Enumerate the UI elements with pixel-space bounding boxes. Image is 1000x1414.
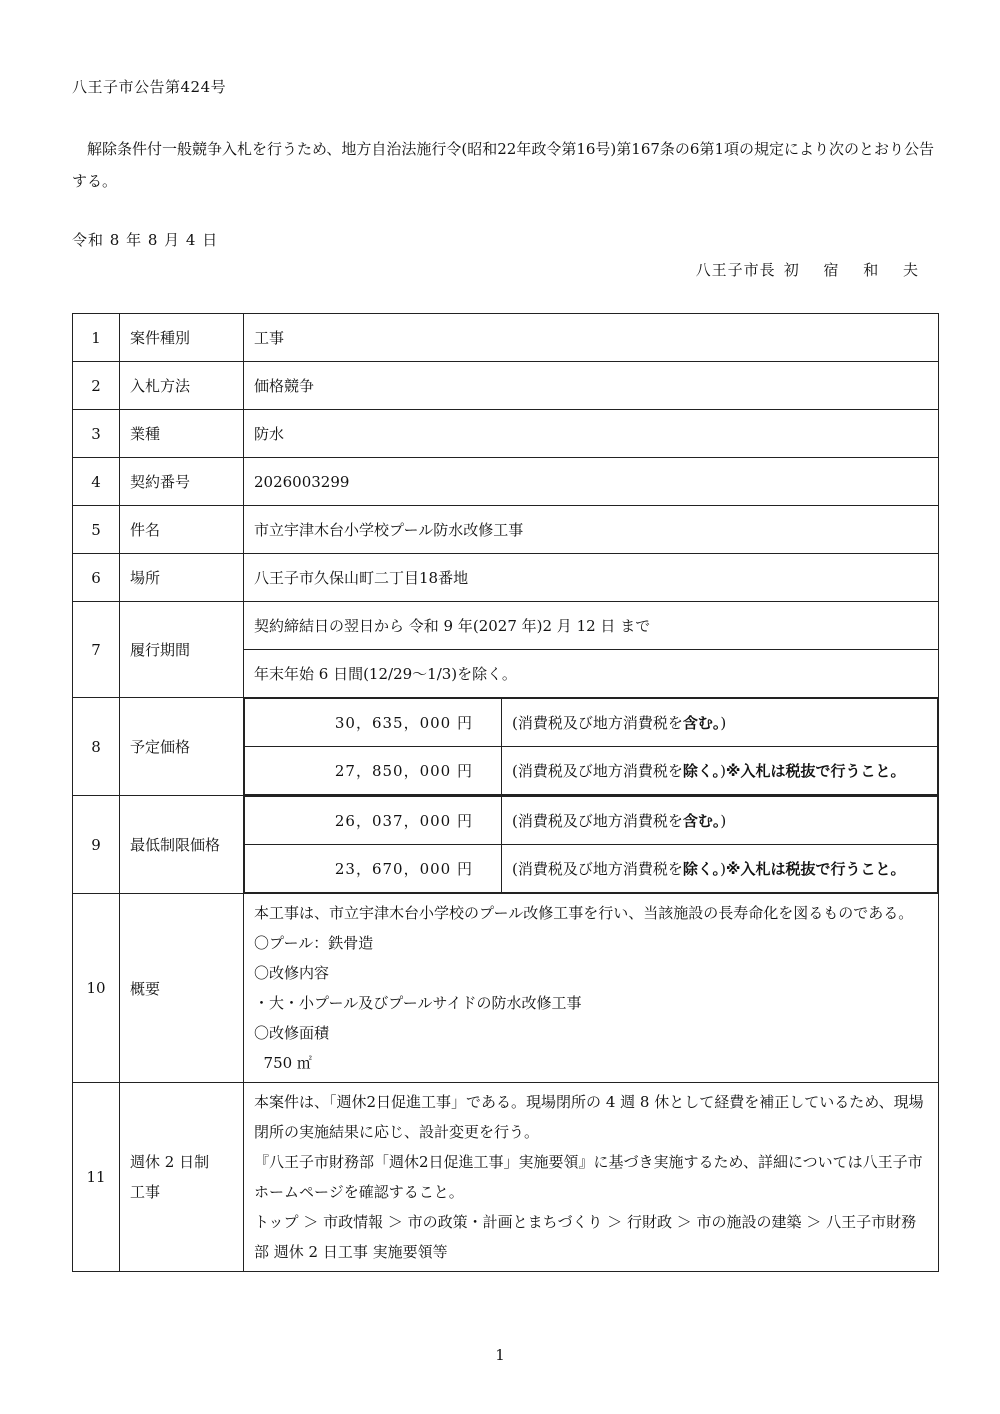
- row-number: 1: [73, 314, 120, 362]
- price-note: (消費税及び地方消費税を含む。): [502, 699, 938, 747]
- signer-name: 初 宿 和 夫: [783, 261, 928, 279]
- row-label: 週休 2 日制 工事: [120, 1083, 244, 1272]
- row-number: 6: [73, 554, 120, 602]
- row-label: 案件種別: [120, 314, 244, 362]
- row-label: 予定価格: [120, 698, 244, 796]
- row-value: [244, 796, 939, 894]
- price-amount: 27，850，000 円: [245, 747, 502, 795]
- table-row: [73, 894, 939, 1083]
- row-label: 入札方法: [120, 362, 244, 410]
- overview-line: 〇改修面積: [254, 1024, 330, 1042]
- row-number: 10: [73, 894, 120, 1083]
- price-note: (消費税及び地方消費税を除く。)※入札は税抜で行うこと。: [502, 845, 938, 893]
- weekly-holiday-line: 『八王子市財務部「週休2日促進工事」実施要領』に基づき実施するため、詳細については八王子市ホームページを確認すること。: [254, 1153, 923, 1201]
- row-number: 4: [73, 458, 120, 506]
- row-label: 契約番号: [120, 458, 244, 506]
- row-value: [244, 1083, 939, 1272]
- row-label: 概要: [120, 894, 244, 1083]
- weekly-holiday-line: 本案件は、「週休2日促進工事」である。現場閉所の 4 週 8 休として経費を補正しているため、現場閉所の実施結果に応じ、設計変更を行う。: [254, 1093, 924, 1141]
- price-subtable: [244, 698, 938, 795]
- price-note: (消費税及び地方消費税を含む。): [502, 797, 938, 845]
- row-label: 最低制限価格: [120, 796, 244, 894]
- row-value: [244, 698, 939, 796]
- signer-title: 八王子市長: [695, 261, 776, 279]
- breadcrumb: トップ ＞ 市政情報 ＞ 市の政策・計画とまちづくり ＞ 行財政 ＞ 市の施設の建築 ＞ 八王子市財務部 週休 2 日工事 実施要領等: [254, 1213, 917, 1261]
- row-value: 市立宇津木台小学校プール防水改修工事: [244, 506, 939, 554]
- overview-line: 本工事は、市立宇津木台小学校のプール改修工事を行い、当該施設の長寿命化を図るものである。: [254, 904, 914, 922]
- row-value: 工事: [244, 314, 939, 362]
- row-number: 8: [73, 698, 120, 796]
- row-number: 2: [73, 362, 120, 410]
- row-value: 防水: [244, 410, 939, 458]
- row-value: 価格競争: [244, 362, 939, 410]
- page-number: 1: [495, 1346, 505, 1364]
- row-number: 7: [73, 602, 120, 698]
- row-number: 9: [73, 796, 120, 894]
- row-number: 3: [73, 410, 120, 458]
- table-row: [73, 362, 939, 410]
- intro-paragraph: 解除条件付一般競争入札を行うため、地方自治法施行令(昭和22年政令第16号)第167条の6第1項の規定により次のとおり公告する。: [72, 140, 935, 190]
- row-number: 11: [73, 1083, 120, 1272]
- signer: [696, 259, 928, 280]
- row-value: [244, 894, 939, 1083]
- overview-line: 〇改修内容: [254, 964, 330, 982]
- notice-number: 八王子市公告第424号: [72, 78, 227, 96]
- table-row: [73, 602, 939, 698]
- row-value: 2026003299: [244, 458, 939, 506]
- price-amount: 23，670，000 円: [245, 845, 502, 893]
- price-amount: 26，037，000 円: [245, 797, 502, 845]
- table-row: [73, 698, 939, 796]
- row-label: 場所: [120, 554, 244, 602]
- overview-line: 750 ㎡: [254, 1054, 312, 1072]
- row-value: [244, 602, 939, 698]
- overview-line: 〇プール：鉄骨造: [254, 934, 374, 952]
- row-value: 八王子市久保山町二丁目18番地: [244, 554, 939, 602]
- price-note: (消費税及び地方消費税を除く。)※入札は税抜で行うこと。: [502, 747, 938, 795]
- row-label: 履行期間: [120, 602, 244, 698]
- price-amount: 30，635，000 円: [245, 699, 502, 747]
- notice-date: 令和 8 年 8 月 4 日: [72, 231, 219, 249]
- table-row: [73, 410, 939, 458]
- table-row: [73, 554, 939, 602]
- row-label: 業種: [120, 410, 244, 458]
- table-row: [73, 506, 939, 554]
- period-exclusion: 年末年始 6 日間(12/29～1/3)を除く。: [254, 665, 517, 683]
- table-row: [73, 796, 939, 894]
- table-row: [73, 458, 939, 506]
- table-row: [73, 314, 939, 362]
- table-row: [73, 1083, 939, 1272]
- overview-line: ・大・小プール及びプールサイドの防水改修工事: [254, 994, 582, 1012]
- period-line: 契約締結日の翌日から 令和 9 年(2027 年)2 月 12 日 まで: [244, 602, 938, 650]
- row-label: 件名: [120, 506, 244, 554]
- price-subtable: [244, 796, 938, 893]
- notice-table: [72, 313, 939, 1272]
- row-number: 5: [73, 506, 120, 554]
